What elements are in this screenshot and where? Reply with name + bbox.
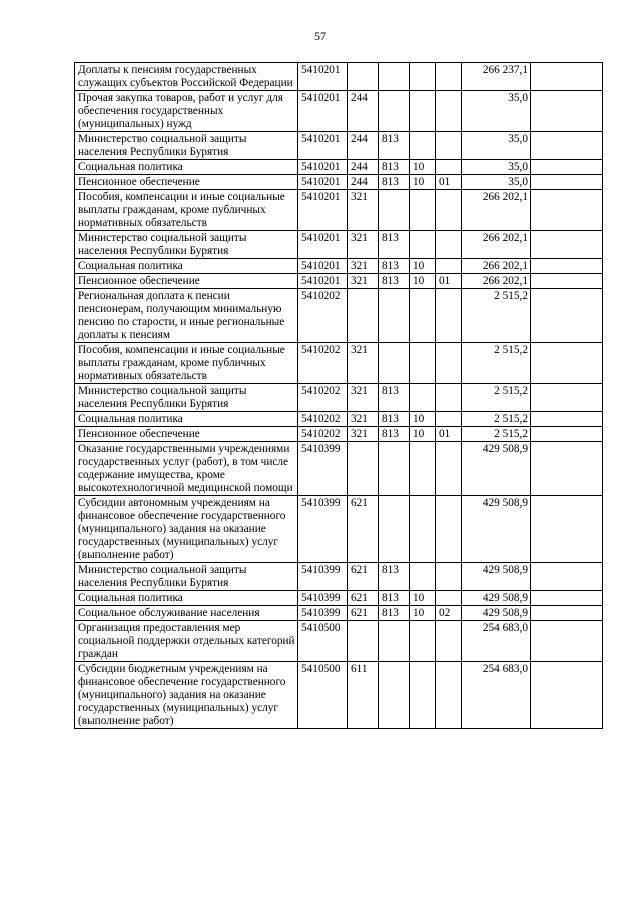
table-row — [75, 412, 603, 427]
row-ministry-code: 813 — [379, 160, 410, 175]
row-target-article: 5410399 — [298, 606, 348, 621]
row-name: Министерство социальной защиты населения Республики Бурятия — [75, 563, 298, 591]
row-subsection — [436, 289, 462, 343]
row-target-article: 5410201 — [298, 274, 348, 289]
row-section: 10 — [410, 591, 436, 606]
row-target-article: 5410202 — [298, 384, 348, 412]
row-target-article: 5410500 — [298, 662, 348, 729]
row-empty-cell — [531, 384, 603, 412]
table-row — [75, 343, 603, 384]
row-empty-cell — [531, 274, 603, 289]
row-target-article: 5410201 — [298, 160, 348, 175]
row-expense-type: 244 — [348, 160, 379, 175]
page-number: 57 — [314, 29, 326, 43]
row-amount: 429 508,9 — [462, 563, 531, 591]
row-empty-cell — [531, 91, 603, 132]
row-amount: 254 683,0 — [462, 621, 531, 662]
row-amount: 266 202,1 — [462, 259, 531, 274]
row-section — [410, 442, 436, 496]
row-empty-cell — [531, 343, 603, 384]
row-amount: 35,0 — [462, 175, 531, 190]
row-expense-type: 621 — [348, 606, 379, 621]
row-section — [410, 132, 436, 160]
row-expense-type: 321 — [348, 384, 379, 412]
row-name: Социальная политика — [75, 259, 298, 274]
row-target-article: 5410500 — [298, 621, 348, 662]
row-name: Субсидии бюджетным учреждениям на финансовое обеспечение государственного (муниципального) задания на оказание государственных (муниципальных) услуг (выполнение работ) — [75, 662, 298, 729]
row-empty-cell — [531, 259, 603, 274]
row-subsection — [436, 384, 462, 412]
row-target-article: 5410399 — [298, 496, 348, 563]
row-empty-cell — [531, 621, 603, 662]
table-row — [75, 442, 603, 496]
row-ministry-code: 813 — [379, 259, 410, 274]
row-name: Пенсионное обеспечение — [75, 175, 298, 190]
row-amount: 35,0 — [462, 91, 531, 132]
table-row — [75, 259, 603, 274]
row-expense-type: 244 — [348, 132, 379, 160]
row-name: Социальная политика — [75, 412, 298, 427]
row-subsection — [436, 563, 462, 591]
row-subsection — [436, 132, 462, 160]
row-subsection — [436, 63, 462, 91]
row-name: Пособия, компенсации и иные социальные выплаты гражданам, кроме публичных нормативных обязательств — [75, 343, 298, 384]
row-empty-cell — [531, 289, 603, 343]
row-ministry-code — [379, 442, 410, 496]
row-subsection — [436, 343, 462, 384]
row-name: Доплаты к пенсиям государственных служащих субъектов Российской Федерации — [75, 63, 298, 91]
row-amount: 266 202,1 — [462, 274, 531, 289]
row-section — [410, 91, 436, 132]
row-name: Прочая закупка товаров, работ и услуг для обеспечения государственных (муниципальных) нужд — [75, 91, 298, 132]
row-section: 10 — [410, 175, 436, 190]
table-row — [75, 160, 603, 175]
row-subsection — [436, 662, 462, 729]
budget-table-body — [75, 63, 603, 729]
row-expense-type: 321 — [348, 274, 379, 289]
table-row — [75, 563, 603, 591]
table-row — [75, 384, 603, 412]
row-name: Организация предоставления мер социальной поддержки отдельных категорий граждан — [75, 621, 298, 662]
row-empty-cell — [531, 606, 603, 621]
row-amount: 2 515,2 — [462, 384, 531, 412]
row-target-article: 5410201 — [298, 175, 348, 190]
row-empty-cell — [531, 63, 603, 91]
row-expense-type: 321 — [348, 231, 379, 259]
row-ministry-code: 813 — [379, 274, 410, 289]
row-target-article: 5410399 — [298, 442, 348, 496]
row-subsection — [436, 190, 462, 231]
row-amount: 266 237,1 — [462, 63, 531, 91]
row-section: 10 — [410, 274, 436, 289]
row-section — [410, 289, 436, 343]
row-empty-cell — [531, 662, 603, 729]
row-section: 10 — [410, 412, 436, 427]
row-subsection: 01 — [436, 175, 462, 190]
row-section — [410, 662, 436, 729]
row-ministry-code — [379, 621, 410, 662]
row-ministry-code — [379, 190, 410, 231]
row-name: Министерство социальной защиты населения Республики Бурятия — [75, 231, 298, 259]
row-expense-type: 621 — [348, 563, 379, 591]
row-empty-cell — [531, 190, 603, 231]
row-amount: 429 508,9 — [462, 606, 531, 621]
row-subsection — [436, 259, 462, 274]
row-target-article: 5410201 — [298, 231, 348, 259]
row-name: Министерство социальной защиты населения Республики Бурятия — [75, 132, 298, 160]
row-subsection — [436, 496, 462, 563]
row-section — [410, 496, 436, 563]
table-row — [75, 606, 603, 621]
row-section: 10 — [410, 606, 436, 621]
row-name: Региональная доплата к пенсии пенсионерам, получающим минимальную пенсию по старости, и иные региональные доплаты к пенсиям — [75, 289, 298, 343]
row-ministry-code: 813 — [379, 412, 410, 427]
table-row — [75, 621, 603, 662]
row-target-article: 5410201 — [298, 63, 348, 91]
row-target-article: 5410202 — [298, 343, 348, 384]
row-amount: 35,0 — [462, 132, 531, 160]
row-ministry-code — [379, 63, 410, 91]
row-name: Пенсионное обеспечение — [75, 427, 298, 442]
row-empty-cell — [531, 231, 603, 259]
row-empty-cell — [531, 591, 603, 606]
row-amount: 429 508,9 — [462, 496, 531, 563]
table-row — [75, 289, 603, 343]
table-row — [75, 63, 603, 91]
row-amount: 2 515,2 — [462, 427, 531, 442]
row-expense-type — [348, 621, 379, 662]
row-empty-cell — [531, 563, 603, 591]
row-ministry-code — [379, 662, 410, 729]
row-subsection — [436, 160, 462, 175]
row-expense-type — [348, 63, 379, 91]
table-row — [75, 231, 603, 259]
row-section — [410, 384, 436, 412]
row-empty-cell — [531, 175, 603, 190]
row-section: 10 — [410, 160, 436, 175]
row-expense-type: 244 — [348, 91, 379, 132]
row-name: Социальная политика — [75, 160, 298, 175]
row-section: 10 — [410, 259, 436, 274]
row-expense-type — [348, 289, 379, 343]
row-amount: 266 202,1 — [462, 231, 531, 259]
row-section — [410, 231, 436, 259]
row-target-article: 5410202 — [298, 412, 348, 427]
row-ministry-code — [379, 91, 410, 132]
row-ministry-code: 813 — [379, 563, 410, 591]
row-target-article: 5410201 — [298, 132, 348, 160]
row-amount: 429 508,9 — [462, 591, 531, 606]
row-empty-cell — [531, 412, 603, 427]
row-amount: 266 202,1 — [462, 190, 531, 231]
row-subsection — [436, 412, 462, 427]
row-ministry-code — [379, 343, 410, 384]
row-name: Министерство социальной защиты населения Республики Бурятия — [75, 384, 298, 412]
row-subsection: 02 — [436, 606, 462, 621]
row-expense-type: 621 — [348, 496, 379, 563]
table-row — [75, 132, 603, 160]
row-name: Субсидии автономным учреждениям на финансовое обеспечение государственного (муниципального) задания на оказание государственных (муниципальных) услуг (выполнение работ) — [75, 496, 298, 563]
row-subsection — [436, 231, 462, 259]
row-ministry-code: 813 — [379, 231, 410, 259]
row-amount: 2 515,2 — [462, 343, 531, 384]
row-empty-cell — [531, 442, 603, 496]
row-section — [410, 190, 436, 231]
row-ministry-code: 813 — [379, 384, 410, 412]
row-expense-type: 611 — [348, 662, 379, 729]
row-ministry-code — [379, 496, 410, 563]
row-subsection: 01 — [436, 427, 462, 442]
row-expense-type: 244 — [348, 175, 379, 190]
row-target-article: 5410202 — [298, 427, 348, 442]
row-name: Оказание государственными учреждениями государственных услуг (работ), в том числе содержание имущества, кроме высокотехнологичной медицинской помощи — [75, 442, 298, 496]
row-section — [410, 563, 436, 591]
row-name: Пенсионное обеспечение — [75, 274, 298, 289]
row-empty-cell — [531, 496, 603, 563]
row-expense-type — [348, 442, 379, 496]
row-target-article: 5410399 — [298, 591, 348, 606]
row-subsection — [436, 91, 462, 132]
row-amount: 35,0 — [462, 160, 531, 175]
row-amount: 429 508,9 — [462, 442, 531, 496]
row-amount: 254 683,0 — [462, 662, 531, 729]
row-expense-type: 321 — [348, 190, 379, 231]
row-expense-type: 321 — [348, 427, 379, 442]
row-section — [410, 343, 436, 384]
table-row — [75, 190, 603, 231]
row-target-article: 5410201 — [298, 190, 348, 231]
table-row — [75, 662, 603, 729]
row-expense-type: 621 — [348, 591, 379, 606]
row-target-article: 5410201 — [298, 91, 348, 132]
table-row — [75, 91, 603, 132]
row-target-article: 5410202 — [298, 289, 348, 343]
row-subsection: 01 — [436, 274, 462, 289]
row-expense-type: 321 — [348, 259, 379, 274]
table-row — [75, 274, 603, 289]
row-ministry-code: 813 — [379, 606, 410, 621]
row-amount: 2 515,2 — [462, 412, 531, 427]
table-row — [75, 427, 603, 442]
row-section — [410, 63, 436, 91]
table-row — [75, 175, 603, 190]
row-name: Пособия, компенсации и иные социальные выплаты гражданам, кроме публичных нормативных обязательств — [75, 190, 298, 231]
row-amount: 2 515,2 — [462, 289, 531, 343]
row-name: Социальная политика — [75, 591, 298, 606]
budget-table — [74, 62, 603, 729]
table-row — [75, 591, 603, 606]
table-row — [75, 496, 603, 563]
row-ministry-code: 813 — [379, 132, 410, 160]
row-empty-cell — [531, 427, 603, 442]
row-subsection — [436, 442, 462, 496]
row-section — [410, 621, 436, 662]
row-ministry-code: 813 — [379, 591, 410, 606]
row-section: 10 — [410, 427, 436, 442]
row-subsection — [436, 621, 462, 662]
row-expense-type: 321 — [348, 343, 379, 384]
row-ministry-code: 813 — [379, 175, 410, 190]
row-empty-cell — [531, 132, 603, 160]
row-name: Социальное обслуживание населения — [75, 606, 298, 621]
row-expense-type: 321 — [348, 412, 379, 427]
row-ministry-code — [379, 289, 410, 343]
row-target-article: 5410399 — [298, 563, 348, 591]
row-target-article: 5410201 — [298, 259, 348, 274]
row-ministry-code: 813 — [379, 427, 410, 442]
row-subsection — [436, 591, 462, 606]
row-empty-cell — [531, 160, 603, 175]
